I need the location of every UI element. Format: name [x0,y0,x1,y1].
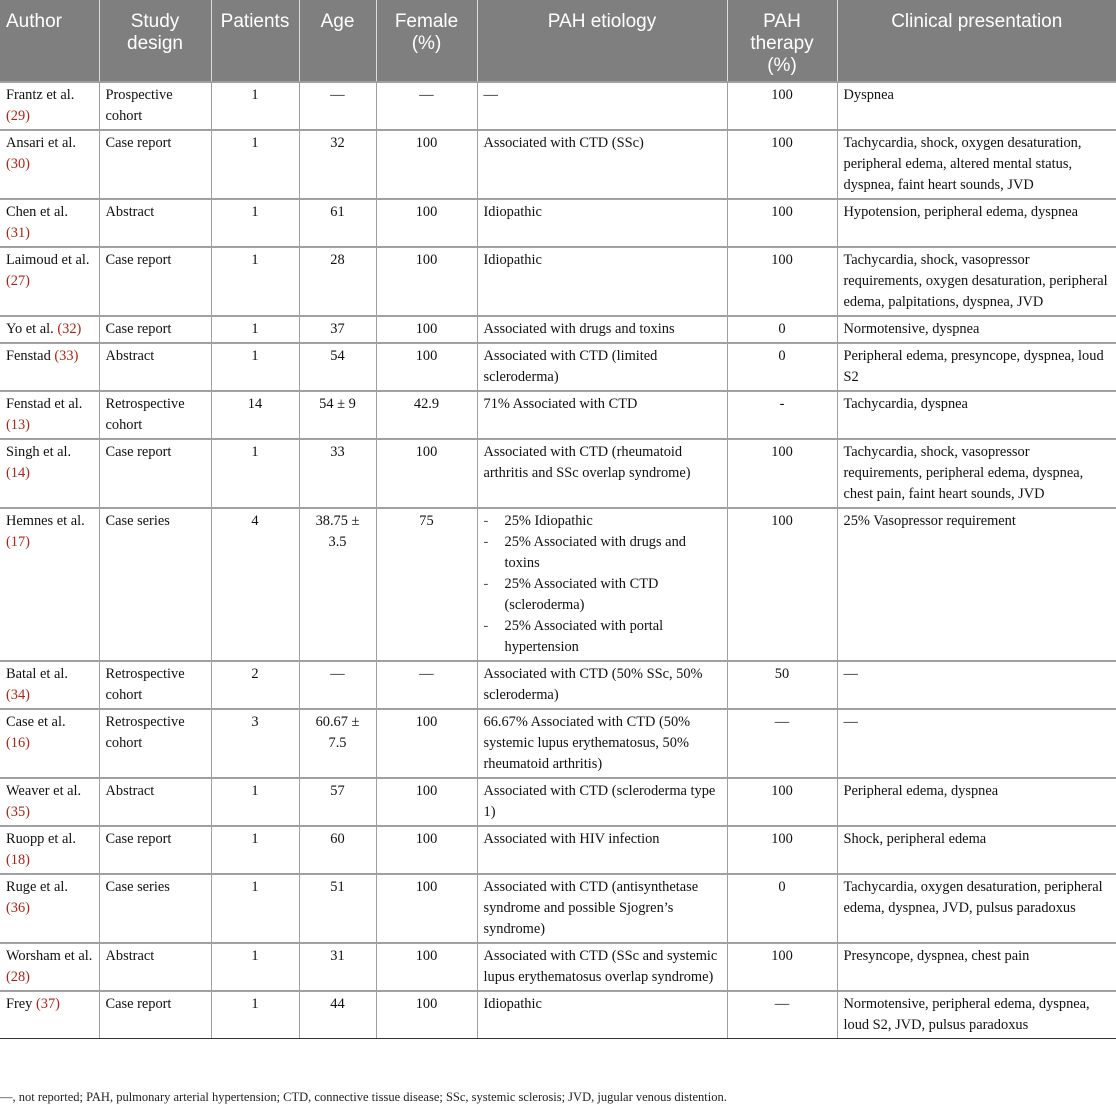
table-row [0,247,1116,316]
author-name: Fenstad et al. [6,396,83,412]
age-cell: 51 [299,874,376,943]
female-cell: 100 [376,199,477,247]
etiology-list-item [484,574,721,616]
etiology-cell: Associated with CTD (SSc and systemic lupus erythematosus overlap syndrome) [477,943,727,991]
etiology-list-text: 25% Idiopathic [504,513,593,529]
patients-cell: 14 [211,391,299,439]
reference-link: (35) [6,804,30,820]
study-design-cell: Retrospective cohort [99,661,211,709]
reference-link: (36) [6,900,30,916]
author-name: Ruge et al. [6,879,68,895]
age-cell: 54 [299,343,376,391]
reference-link: (17) [6,534,30,550]
author-cell [0,778,99,826]
study-design-cell: Case report [99,130,211,199]
clinical-presentation-cell: Presyncope, dyspnea, chest pain [837,943,1116,991]
study-design-cell: Case report [99,826,211,874]
patients-cell: 1 [211,991,299,1039]
header-age: Age [299,0,376,82]
therapy-cell: 100 [727,826,837,874]
etiology-list-text: 25% Associated with drugs and toxins [504,534,686,571]
age-cell: 37 [299,316,376,343]
author-name: Singh et al. [6,444,72,460]
etiology-list [484,511,721,658]
table-row [0,508,1116,661]
clinical-presentation-cell: Tachycardia, shock, vasopressor requirements, peripheral edema, dyspnea, chest pain, faint heart sounds, JVD [837,439,1116,508]
therapy-cell: - [727,391,837,439]
table-row [0,82,1116,130]
author-cell [0,316,99,343]
female-cell: 100 [376,130,477,199]
author-name: Yo et al. [6,321,54,337]
clinical-presentation-cell: — [837,709,1116,778]
header-presentation: Clinical presentation [837,0,1116,82]
etiology-list-item [484,511,721,532]
etiology-cell: Idiopathic [477,247,727,316]
female-cell: 100 [376,343,477,391]
therapy-cell: 50 [727,661,837,709]
age-cell: 54 ± 9 [299,391,376,439]
author-cell [0,82,99,130]
reference-link: (30) [6,156,30,172]
header-female: Female (%) [376,0,477,82]
etiology-cell: Associated with CTD (rheumatoid arthritis and SSc overlap syndrome) [477,439,727,508]
reference-link: (37) [36,996,60,1012]
etiology-cell: 66.67% Associated with CTD (50% systemic lupus erythematosus, 50% rheumatoid arthritis) [477,709,727,778]
age-cell: 60 [299,826,376,874]
table-row [0,991,1116,1039]
author-cell [0,508,99,661]
therapy-cell: — [727,709,837,778]
clinical-presentation-cell: Shock, peripheral edema [837,826,1116,874]
etiology-cell: Associated with CTD (50% SSc, 50% scleroderma) [477,661,727,709]
author-name: Worsham et al. [6,948,93,964]
etiology-list-text: 25% Associated with portal hypertension [504,618,664,655]
study-design-cell: Case report [99,991,211,1039]
dash-bullet-icon: - [483,513,489,529]
header-therapy: PAH therapy (%) [727,0,837,82]
etiology-cell: Associated with CTD (antisynthetase syndrome and possible Sjogren’s syndrome) [477,874,727,943]
female-cell: — [376,661,477,709]
clinical-presentation-cell: Peripheral edema, dyspnea [837,778,1116,826]
etiology-list-text: 25% Associated with CTD (scleroderma) [504,576,659,613]
clinical-presentation-cell: — [837,661,1116,709]
etiology-cell: Idiopathic [477,991,727,1039]
table-row [0,778,1116,826]
female-cell: 100 [376,709,477,778]
female-cell: — [376,82,477,130]
author-cell [0,343,99,391]
therapy-cell: 100 [727,778,837,826]
author-name: Case et al. [6,714,66,730]
patients-cell: 1 [211,439,299,508]
patients-cell: 1 [211,316,299,343]
author-cell [0,991,99,1039]
etiology-cell: Associated with CTD (limited scleroderma) [477,343,727,391]
reference-link: (18) [6,852,30,868]
female-cell: 75 [376,508,477,661]
female-cell: 100 [376,943,477,991]
etiology-cell: Idiopathic [477,199,727,247]
clinical-presentation-cell: 25% Vasopressor requirement [837,508,1116,661]
female-cell: 100 [376,991,477,1039]
header-study-design: Study design [99,0,211,82]
age-cell: 28 [299,247,376,316]
patients-cell: 2 [211,661,299,709]
therapy-cell: 100 [727,82,837,130]
clinical-presentation-cell: Tachycardia, shock, vasopressor requirements, oxygen desaturation, peripheral edema, palpitations, dyspnea, JVD [837,247,1116,316]
header-author: Author [0,0,99,82]
clinical-presentation-cell: Tachycardia, dyspnea [837,391,1116,439]
clinical-presentation-cell: Dyspnea [837,82,1116,130]
author-cell [0,130,99,199]
author-name: Fenstad [6,348,51,364]
study-design-cell: Retrospective cohort [99,391,211,439]
author-name: Frantz et al. [6,87,75,103]
age-cell: 32 [299,130,376,199]
age-cell: 31 [299,943,376,991]
therapy-cell: 100 [727,130,837,199]
etiology-cell [477,508,727,661]
clinical-presentation-cell: Tachycardia, oxygen desaturation, peripheral edema, dyspnea, JVD, pulsus paradoxus [837,874,1116,943]
author-name: Frey [6,996,33,1012]
patients-cell: 1 [211,874,299,943]
reference-link: (34) [6,687,30,703]
reference-link: (32) [57,321,82,337]
female-cell: 100 [376,874,477,943]
etiology-cell: Associated with CTD (scleroderma type 1) [477,778,727,826]
study-design-cell: Case series [99,874,211,943]
patients-cell: 1 [211,82,299,130]
author-cell [0,943,99,991]
table-row [0,439,1116,508]
table-row [0,943,1116,991]
clinical-presentation-cell: Normotensive, dyspnea [837,316,1116,343]
table-row [0,316,1116,343]
etiology-cell: Associated with drugs and toxins [477,316,727,343]
female-cell: 100 [376,316,477,343]
dash-bullet-icon: - [483,576,489,592]
table-row [0,826,1116,874]
reference-link: (16) [6,735,30,751]
clinical-presentation-cell: Normotensive, peripheral edema, dyspnea, loud S2, JVD, pulsus paradoxus [837,991,1116,1039]
female-cell: 100 [376,778,477,826]
author-name: Chen et al. [6,204,68,220]
age-cell: 44 [299,991,376,1039]
clinical-presentation-cell: Hypotension, peripheral edema, dyspnea [837,199,1116,247]
table-row [0,130,1116,199]
therapy-cell: 100 [727,247,837,316]
reference-link: (13) [6,417,30,433]
reference-link: (33) [54,348,79,364]
header-row [0,0,1116,82]
patients-cell: 1 [211,130,299,199]
study-design-cell: Case report [99,316,211,343]
author-name: Weaver et al. [6,783,82,799]
header-patients: Patients [211,0,299,82]
therapy-cell: 100 [727,439,837,508]
reference-link: (28) [6,969,30,985]
age-cell: 60.67 ± 7.5 [299,709,376,778]
author-cell [0,826,99,874]
study-design-cell: Case series [99,508,211,661]
female-cell: 100 [376,247,477,316]
therapy-cell: 0 [727,316,837,343]
dash-bullet-icon: - [483,534,489,550]
age-cell: — [299,661,376,709]
therapy-cell: 100 [727,199,837,247]
header-etiology: PAH etiology [477,0,727,82]
patients-cell: 3 [211,709,299,778]
therapy-cell: 100 [727,943,837,991]
table-body [0,82,1116,1039]
study-design-cell: Abstract [99,343,211,391]
therapy-cell: 0 [727,343,837,391]
study-design-cell: Abstract [99,199,211,247]
patients-cell: 1 [211,778,299,826]
author-cell [0,874,99,943]
author-cell [0,199,99,247]
age-cell: — [299,82,376,130]
author-cell [0,391,99,439]
therapy-cell: — [727,991,837,1039]
clinical-presentation-cell: Peripheral edema, presyncope, dyspnea, loud S2 [837,343,1116,391]
author-name: Ruopp et al. [6,831,76,847]
study-design-cell: Abstract [99,943,211,991]
age-cell: 61 [299,199,376,247]
author-cell [0,439,99,508]
female-cell: 42.9 [376,391,477,439]
therapy-cell: 100 [727,508,837,661]
table-row [0,391,1116,439]
study-design-cell: Case report [99,439,211,508]
patients-cell: 1 [211,343,299,391]
age-cell: 33 [299,439,376,508]
study-design-cell: Prospective cohort [99,82,211,130]
author-cell [0,247,99,316]
age-cell: 57 [299,778,376,826]
therapy-cell: 0 [727,874,837,943]
reference-link: (27) [6,273,30,289]
author-name: Ansari et al. [6,135,76,151]
author-cell [0,661,99,709]
table-row [0,709,1116,778]
patients-cell: 1 [211,943,299,991]
female-cell: 100 [376,439,477,508]
reference-link: (31) [6,225,30,241]
patients-cell: 1 [211,199,299,247]
etiology-cell: Associated with CTD (SSc) [477,130,727,199]
table-row [0,343,1116,391]
clinical-presentation-cell: Tachycardia, shock, oxygen desaturation, peripheral edema, altered mental status, dyspnea, faint heart sounds, JVD [837,130,1116,199]
author-name: Hemnes et al. [6,513,85,529]
etiology-list-item [484,532,721,574]
dash-bullet-icon: - [483,618,489,634]
study-design-cell: Retrospective cohort [99,709,211,778]
patients-cell: 1 [211,826,299,874]
author-name: Laimoud et al. [6,252,90,268]
author-cell [0,709,99,778]
table-row [0,874,1116,943]
age-cell: 38.75 ± 3.5 [299,508,376,661]
table-footnote: —, not reported; PAH, pulmonary arterial hypertension; CTD, connective tissue disease; SSc, systemic sclerosis; JVD, jugular venous distention. [0,1090,727,1104]
reference-link: (14) [6,465,30,481]
study-design-cell: Abstract [99,778,211,826]
author-name: Batal et al. [6,666,68,682]
study-design-cell: Case report [99,247,211,316]
table-row [0,199,1116,247]
table-row [0,661,1116,709]
etiology-list-item [484,616,721,658]
etiology-cell: Associated with HIV infection [477,826,727,874]
patients-cell: 4 [211,508,299,661]
etiology-cell: 71% Associated with CTD [477,391,727,439]
reference-link: (29) [6,108,30,124]
female-cell: 100 [376,826,477,874]
patients-cell: 1 [211,247,299,316]
etiology-cell: — [477,82,727,130]
